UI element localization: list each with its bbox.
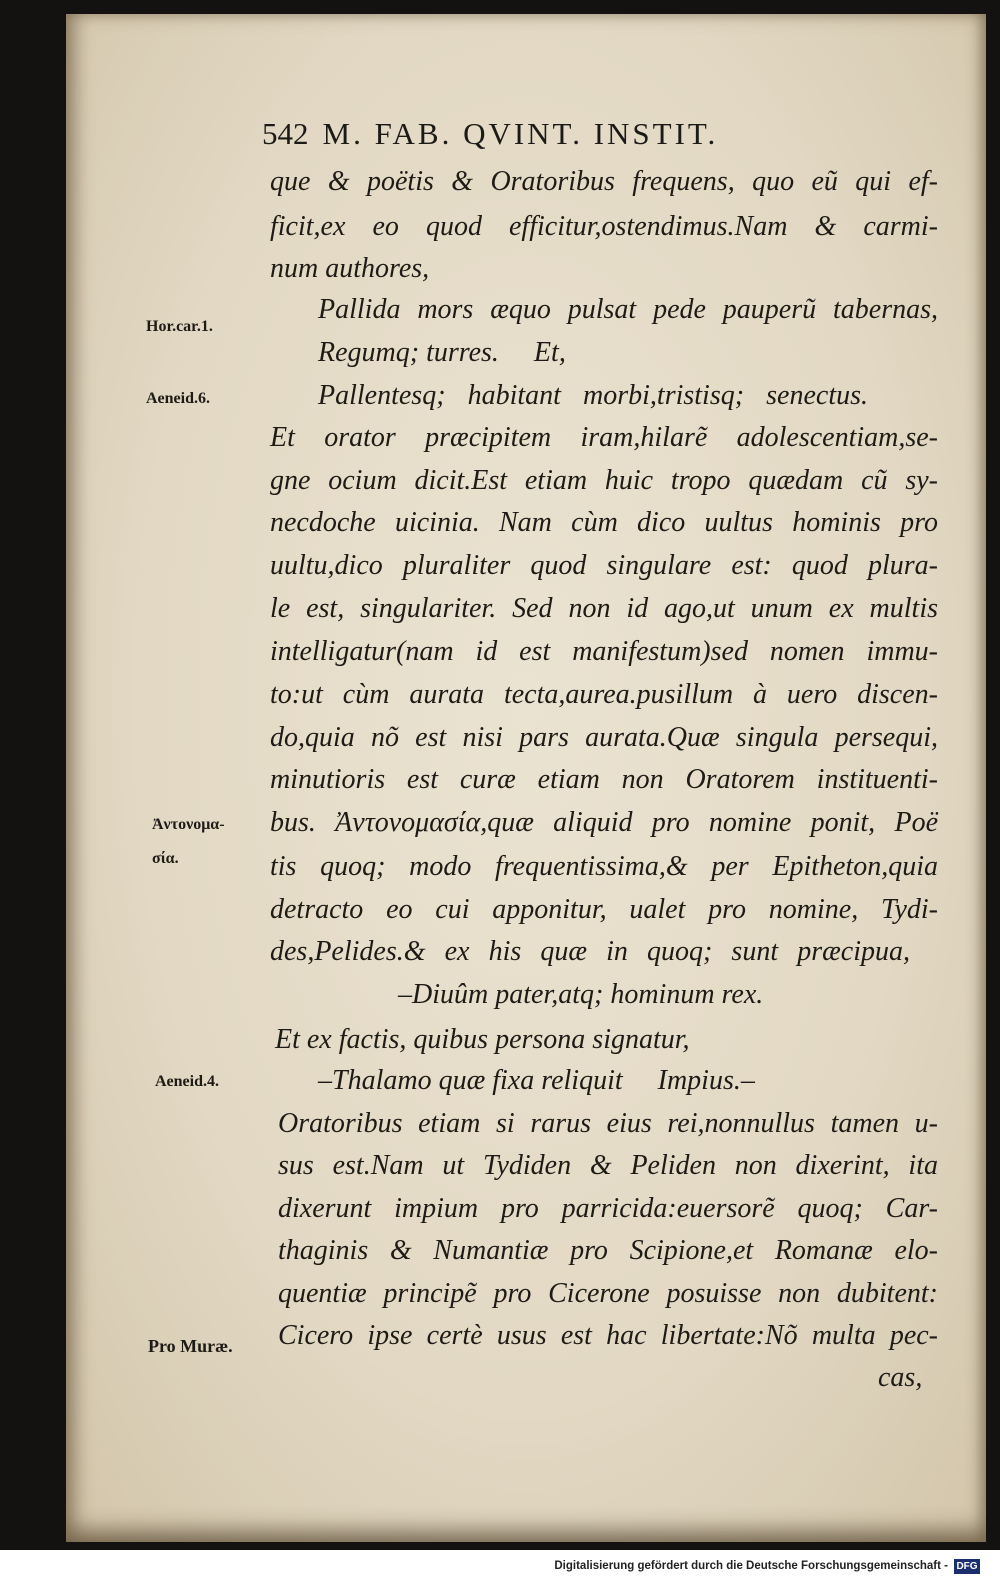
margin-note: Pro Muræ. (148, 1336, 233, 1356)
text-line: num authores, (270, 253, 430, 284)
text-line: Et ex factis, quibus persona signatur, (275, 1024, 690, 1055)
verse-line: Pallentesq; habitant morbi,tristisq; senectus. (318, 380, 868, 411)
text-line: uultu,dico pluraliter quod singulare est: quod plura- (270, 550, 938, 581)
text-line: gne ocium dicit.Est etiam huic tropo quædam cũ sy- (270, 465, 938, 496)
margin-note: Aeneid.4. (155, 1073, 219, 1090)
footer-bar (0, 1550, 1000, 1587)
text-line: bus. Ἀντονομασία,quæ aliquid pro nomine ponit, Poë (270, 807, 938, 838)
text-line: sus est.Nam ut Tydiden & Peliden non dixerint, ita (278, 1150, 938, 1181)
text-line: le est, singulariter. Sed non id ago,ut unum ex multis (270, 593, 938, 624)
text-line: necdoche uicinia. Nam cùm dico uultus hominis pro (270, 507, 938, 538)
margin-note: Aeneid.6. (146, 390, 210, 407)
running-title: M. FAB. QVINT. INSTIT. (322, 116, 719, 151)
text-line: tis quoq; modo frequentissima,& per Epitheton,quia (270, 851, 938, 882)
dfg-logo: DFG (954, 1559, 980, 1574)
text-line: dixerunt impium pro parricida:euersorẽ quoq; Car- (278, 1193, 938, 1224)
text-line: que & poëtis & Oratoribus frequens, quo eũ qui ef- (270, 166, 938, 197)
text-line: ficit,ex eo quod efficitur,ostendimus.Nam & carmi- (270, 211, 938, 242)
text-line: Et orator præcipitem iram,hilarẽ adolescentiam,se- (270, 422, 938, 453)
catchword: cas, (878, 1362, 923, 1393)
text-line: minutioris est curæ etiam non Oratorem instituenti- (270, 764, 938, 795)
margin-note: Hor.car.1. (146, 318, 213, 335)
text-line: thaginis & Numantiæ pro Scipione,et Romanæ elo- (278, 1235, 938, 1266)
margin-note: Ἀντονομα- (152, 816, 225, 833)
text-line: do,quia nõ est nisi pars aurata.Quæ singula persequi, (270, 722, 938, 753)
verse-line: Pallida mors æquo pulsat pede pauperũ tabernas, (318, 294, 938, 325)
text-line: detracto eo cui apponitur, ualet pro nomine, Tydi- (270, 894, 938, 925)
text-line: des,Pelides.& ex his quæ in quoq; sunt præcipua, (270, 936, 910, 967)
text-line: Cicero ipse certè usus est hac libertate:Nõ multa pec- (278, 1320, 938, 1351)
verse-line: Regumq; turres. Et, (318, 337, 566, 368)
verse-line: –Thalamo quæ fixa reliquit Impius.– (318, 1065, 755, 1096)
text-line: quentiæ principẽ pro Cicerone posuisse non dubitent: (278, 1278, 938, 1309)
verse-line: –Diuûm pater,atq; hominum rex. (398, 979, 764, 1010)
margin-note: σία. (152, 850, 179, 867)
funding-notice: Digitalisierung gefördert durch die Deutsche Forschungsgemeinschaft - (554, 1560, 948, 1572)
text-line: Oratoribus etiam si rarus eius rei,nonnullus tamen u- (278, 1108, 938, 1139)
text-line: to:ut cùm aurata tecta,aurea.pusillum à uero discen- (270, 679, 938, 710)
text-line: intelligatur(nam id est manifestum)sed nomen immu- (270, 636, 938, 667)
running-header (262, 116, 718, 152)
page-number: 542 (262, 116, 309, 151)
